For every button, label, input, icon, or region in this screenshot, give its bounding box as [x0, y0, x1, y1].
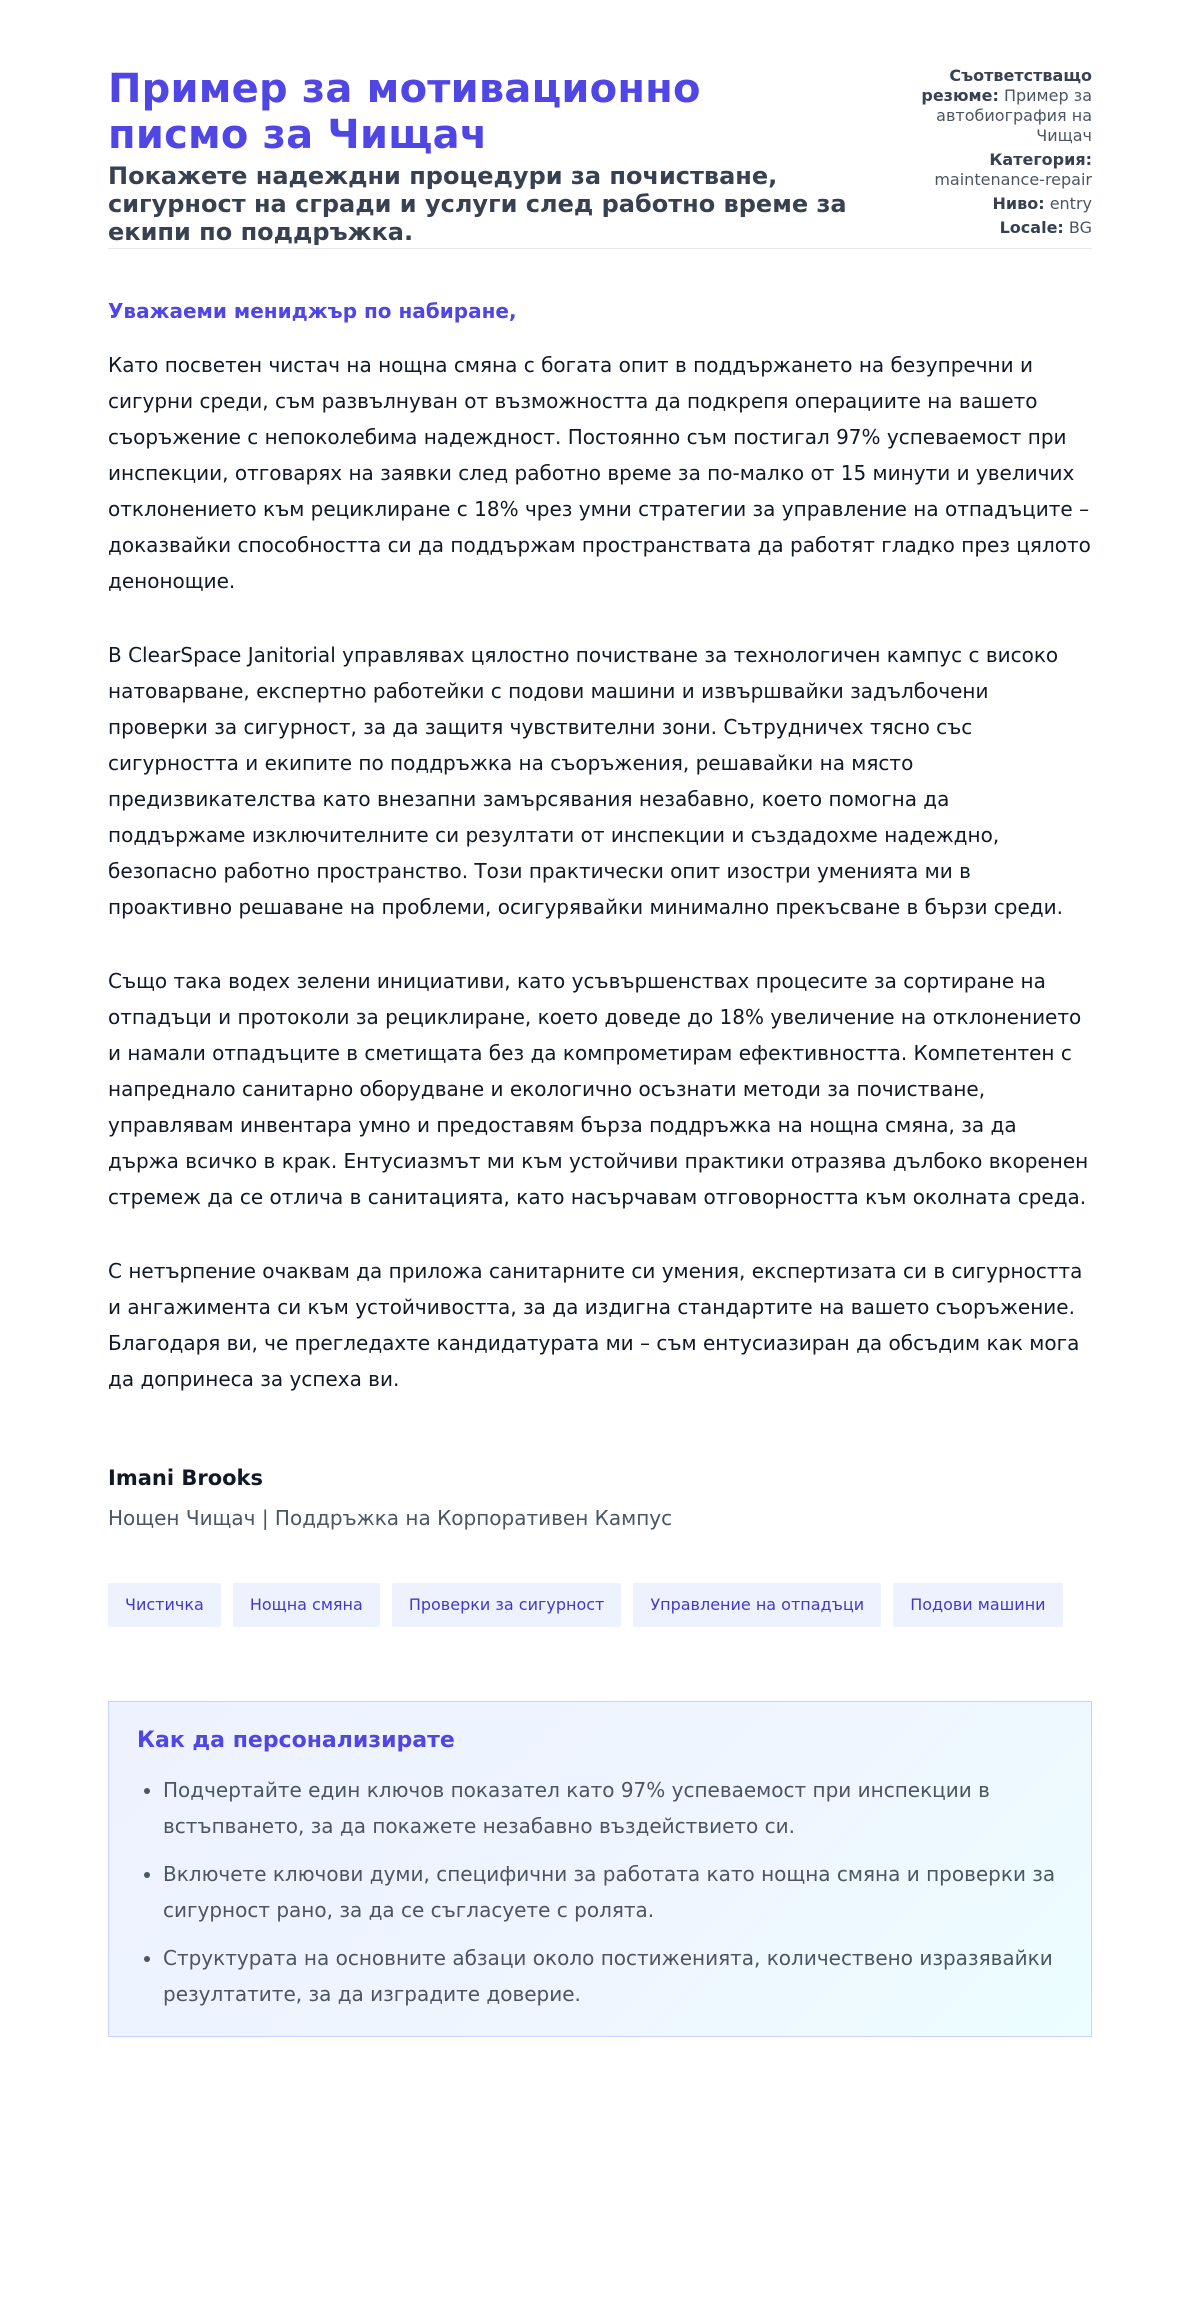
meta-level	[892, 194, 1092, 214]
letter-paragraph-3: Също така водех зелени инициативи, като усъвършенствах процесите за сортиране на отпадъци и протоколи за рециклиране, което доведе до 18% увеличение на отклонението и намали отпадъците в сметищата без да компрометирам ефективността. Компетентен с напреднало санитарно оборудване и екологично осъзнати методи за почистване, управлявам инвентара умно и предоставям бърза поддръжка на нощна смяна, за да държа всичко в крак. Ентусиазмът ми към устойчиви практики отразява дълбоко вкоренен стремеж да се отлича в санитацията, като насърчавам отговорността към околната среда.	[108, 969, 1089, 1209]
list-item: • Включете ключови думи, специфични за работата като нощна смяна и проверки за сигурност рано, за да се съгласуете с ролята.	[163, 1856, 1063, 1928]
meta-category	[892, 150, 1092, 190]
page-subtitle: Покажете надеждни процедури за почистване, сигурност на сгради и услуги след работно време за екипи по поддръжка.	[108, 162, 847, 246]
signature-block	[108, 1465, 1092, 1531]
meta-info	[892, 66, 1092, 242]
meta-key: Ниво:	[992, 194, 1045, 213]
tips-title: Как да персонализирате	[137, 1728, 455, 1753]
tag: Нощна смяна	[233, 1583, 380, 1627]
meta-matching-resume	[892, 66, 1092, 146]
list-item: • Структурата на основните абзаци около постиженията, количествено изразявайки резултатите, за да изградите доверие.	[163, 1940, 1063, 2012]
meta-value: Пример за автобиография на Чищач	[936, 86, 1092, 145]
tag: Управление на отпадъци	[633, 1583, 881, 1627]
tag: Подови машини	[893, 1583, 1062, 1627]
header-titles	[108, 66, 848, 246]
meta-locale	[892, 218, 1092, 238]
letter-paragraph-4: С нетърпение очаквам да приложа санитарните си умения, експертизата си в сигурността и ангажимента си към устойчивостта, за да издигна стандартите на вашето съоръжение. Благодаря ви, че прегледахте кандидатурата ми – съм ентусиазиран да обсъдим как мога да допринеса за успеха ви.	[108, 1259, 1083, 1391]
tips-list	[137, 1772, 1063, 2012]
letter-body	[108, 299, 1092, 1531]
meta-value: entry	[1049, 194, 1092, 213]
keyword-tags	[108, 1583, 1092, 1627]
meta-key: Категория:	[989, 150, 1092, 169]
customization-tips	[108, 1701, 1092, 2037]
tag: Чистичка	[108, 1583, 221, 1627]
letter-greeting: Уважаеми мениджър по набиране,	[108, 299, 517, 323]
list-item: • Подчертайте един ключов показател като 97% успеваемост при инспекции в встъпването, за да покажете незабавно въздействието си.	[163, 1772, 1063, 1844]
meta-value: maintenance-repair	[934, 170, 1092, 189]
signature-name: Imani Brooks	[108, 1466, 264, 1490]
page-title: Пример за мотивационно писмо за Чищач	[108, 66, 701, 158]
meta-key: Locale:	[999, 218, 1064, 237]
tag: Проверки за сигурност	[392, 1583, 622, 1627]
letter-paragraph-1: Като посветен чистач на нощна смяна с богата опит в поддържането на безупречни и сигурни среди, съм развълнуван от възможността да подкрепя операциите на вашето съоръжение с непоколебима надеждност. Постоянно съм постигал 97% успеваемост при инспекции, отговарях на заявки след работно време за по-малко от 15 минути и увеличих отклонението към рециклиране с 18% чрез умни стратегии за управление на отпадъците – доказвайки способността си да поддържам пространствата да работят гладко през цялото денонощие.	[108, 353, 1091, 593]
meta-value: BG	[1068, 218, 1092, 237]
letter-paragraph-2: В ClearSpace Janitorial управлявах цялостно почистване за технологичен кампус с високо натоварване, експертно работейки с подови машини и извършвайки задълбочени проверки за сигурност, за да защитя чувствителни зони. Сътрудничех тясно със сигурността и екипите по поддръжка на съоръжения, решавайки на място предизвикателства като внезапни замърсявания незабавно, което помогна да поддържаме изключителните си резултати от инспекции и създадохме надеждно, безопасно работно пространство. Този практически опит изостри уменията ми в проактивно решаване на проблеми, осигурявайки минимално прекъсване в бързи среди.	[108, 643, 1063, 919]
signature-role: Нощен Чищач | Поддръжка на Корпоративен Кампус	[108, 1506, 673, 1530]
page-header	[108, 66, 1092, 249]
meta-key: Съответстващо резюме:	[921, 66, 1092, 105]
